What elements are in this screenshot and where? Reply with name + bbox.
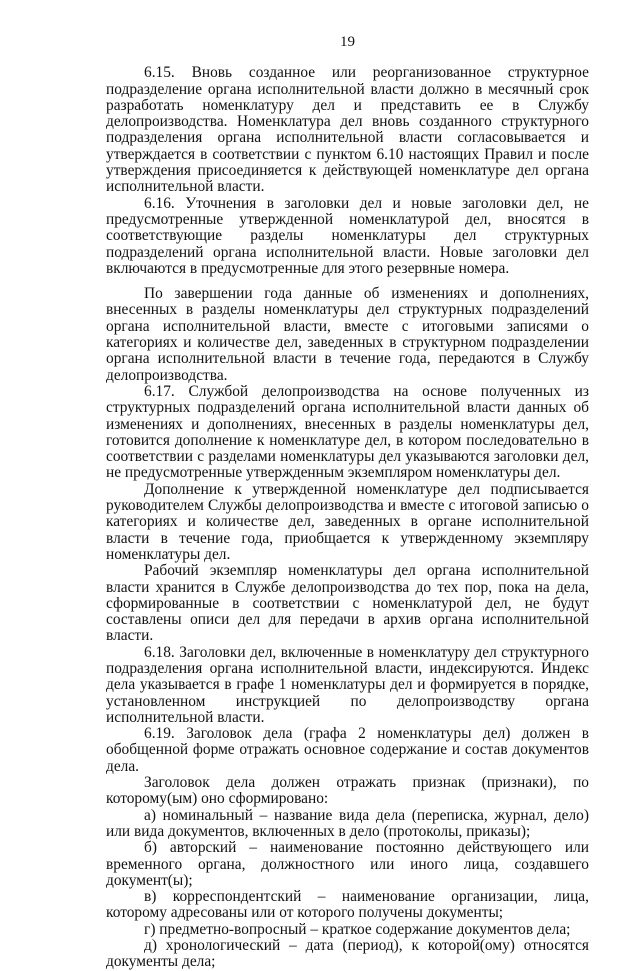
- list-item-g: г) предметно-вопросный – краткое содержание документов дела;: [144, 920, 571, 938]
- paragraph-case-title-features: Заголовок дела должен отражать признак (признаки), по которому(ым) оно сформировано:: [106, 774, 589, 808]
- list-item-b: б) авторский – наименование постоянно действующего или временного органа, должностного или иного лица, создавшего документ(ы);: [106, 839, 589, 889]
- list-item-v: в) корреспондентский – наименование организации, лица, которому адресованы или от которого получены документы;: [106, 888, 589, 922]
- list-item-a: а) номинальный – название вида дела (переписка, журнал, дело) или вида документов, включенных в дело (протоколы, приказы);: [106, 806, 589, 840]
- paragraph-6-18: 6.18. Заголовки дел, включенные в номенклатуру дел структурного подразделения органа исполнительной власти, индексируются. Индекс дела указывается в графе 1 номенклатуры дел и формируется в порядке, установленном инструкцией по делопроизводству органа исполнительной власти.: [106, 643, 589, 726]
- paragraph-6-16: 6.16. Уточнения в заголовки дел и новые заголовки дел, не предусмотренные утвержденной номенклатурой дел, вносятся в соответствующие разделы номенклатуры дел структурных подразделений органа исполнительной власти. Новые заголовки дел включаются в предусмотренные для этого резервные номера.: [106, 194, 589, 277]
- list-item-d: д) хронологический – дата (период), к которой(ому) относятся документы дела;: [106, 937, 589, 971]
- page-number: 19: [340, 34, 355, 50]
- paragraph-addition: Дополнение к утвержденной номенклатуре дел подписывается руководителем Службы делопроизводства и вместе с итоговой записью о категориях и количестве дел, заведенных в органе исполнительной власти в течение года, приобщается к утвержденному экземпляру номенклатуры дел.: [106, 480, 589, 563]
- paragraph-working-copy: Рабочий экземпляр номенклатуры дел органа исполнительной власти хранится в Службе делопроизводства до тех пор, пока на дела, сформированные в соответствии с номенклатурой дел, не будут составлены описи дел для передачи в архив органа исполнительной власти.: [106, 562, 589, 645]
- paragraph-6-19: 6.19. Заголовок дела (графа 2 номенклатуры дел) должен в обобщенной форме отражать основное содержание и состав документов дела.: [106, 725, 589, 775]
- paragraph-6-17: 6.17. Службой делопроизводства на основе полученных из структурных подразделений органа исполнительной власти данных об изменениях и дополнениях, внесенных в разделы номенклатуры дел, готовится дополнение к номенклатуре дел, в котором последовательно в соответствии с разделами номенклатуры дел указываются заголовки дел, не предусмотренные утвержденным экземпляром номенклатуры дел.: [106, 382, 589, 482]
- paragraph-year-end: По завершении года данные об изменениях и дополнениях, внесенных в разделы номенклатуры дел структурных подразделений органа исполнительной власти, вместе с итоговыми записями о категориях и количестве дел, заведенных в структурном подразделении органа исполнительной власти в течение года, передаются в Службу делопроизводства.: [106, 285, 589, 384]
- paragraph-6-15: 6.15. Вновь созданное или реорганизованное структурное подразделение органа исполнительной власти должно в месячный срок разработать номенклатуру дел и представить ее в Службу делопроизводства. Номенклатура дел вновь созданного структурного подразделения органа исполнительной власти согласовывается и утверждается в соответствии с пунктом 6.10 настоящих Правил и после утверждения присоединяется к действующей номенклатуре дел органа исполнительной власти.: [106, 64, 589, 196]
